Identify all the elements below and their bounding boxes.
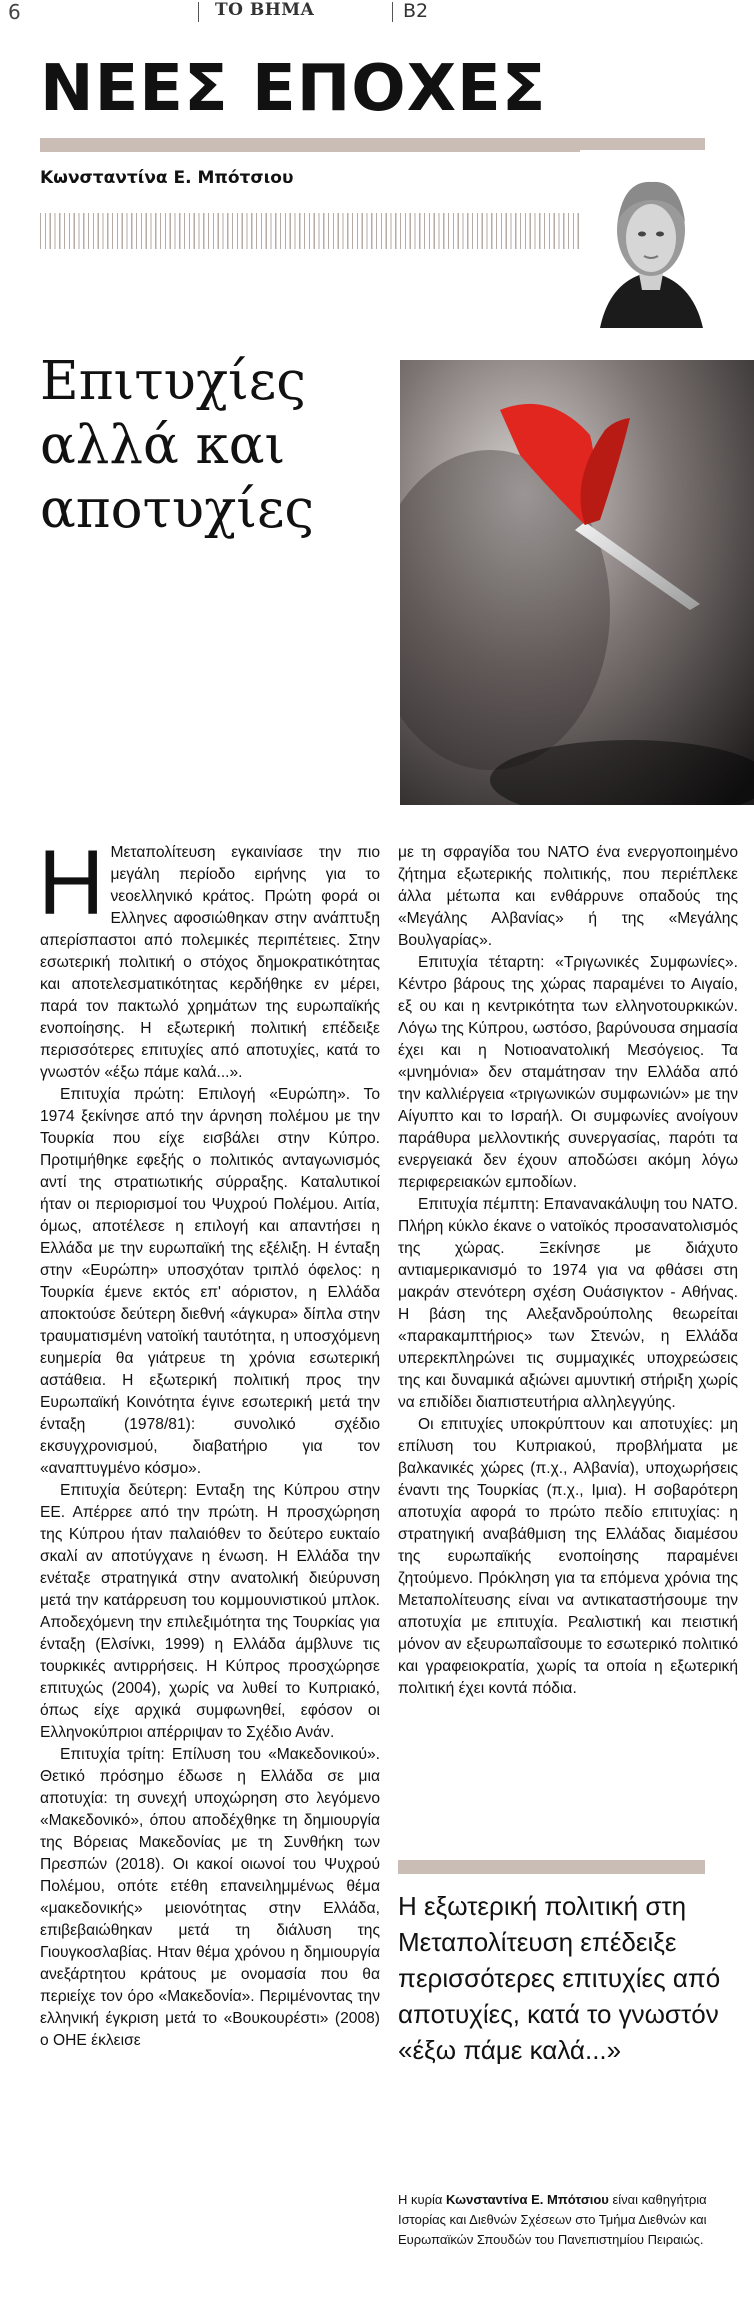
column-title: ΝΕΕΣ ΕΠΟΧΕΣ — [40, 52, 547, 126]
paragraph: με τη σφραγίδα του ΝΑΤΟ ένα ενεργοποιημένο ζήτημα εξωτερικής πολιτικής, που περιέπλεκε άλλα μέτωπα και ενθάρρυνε οπαδούς της «Μεγάλης Αλβανίας» ή της «Μεγάλης Βουλγαρίας». — [398, 844, 738, 949]
paragraph: Οι επιτυχίες υποκρύπτουν και αποτυχίες: μη επίλυση του Κυπριακού, προβλήματα με βαλκανικές χώρες (π.χ., Αλβανία), υποχωρήσεις έναντι της Τουρκίας (π.χ., Ιμια). Η σοβαρότερη αποτυχία αφορά το πρώτο πεδίο επιτυχίας: η στρατηγική αναβάθμιση της Ελλάδας διαμέσου της ευρωπαϊκής ενοποίησης παραμένει ζητούμενο. Πρόκληση για τα επόμενα χρόνια της Μεταπολίτευσης είναι να αντικαταστήσουμε την αποτυχία με επιτυχία. Ρεαλιστική και πειστική μόνον αν εξευρωπαΐσουμε το εσωτερικό πολιτικό και γραφειοκρατία, χωρίς τα οποία η εξωτερική πολιτική έχει κοντά πόδια. — [398, 1416, 738, 1697]
article-photo — [400, 360, 754, 805]
page-header — [0, 0, 754, 26]
article-body-left — [38, 832, 380, 2052]
header-divider — [198, 2, 199, 22]
drop-cap: Η — [38, 832, 105, 934]
article-headline: Επιτυχίες αλλά και αποτυχίες — [40, 351, 315, 540]
author-bio: Η κυρία Κωνσταντίνα Ε. Μπότσιου είναι καθηγήτρια Ιστορίας και Διεθνών Σχέσεων στο Τμήμα Διεθνών και Ευρωπαϊκών Σπουδών του Πανεπιστημίου Πειραιώς. — [398, 2192, 707, 2247]
author-name: Κωνσταντίνα Ε. Μπότσιου — [40, 168, 294, 188]
paragraph: Επιτυχία τέταρτη: «Τριγωνικές Συμφωνίες». Κέντρο βάρους της χώρας παραμένει το Αιγαίο, εξ ου και η κεντρικότητα των ελληνοτουρκικών. Λόγω της Κύπρου, ωστόσο, βαρύνουσα σημασία έχει και η Νοτιοανατολική Μεσόγειος. Τα «μνημόνια» δεν σταμάτησαν την Ελλάδα από την καλλιέργεια «τριγωνικών συμφωνιών» με την Αίγυπτο και το Ισραήλ. Οι συμφωνίες ανοίγουν παράθυρα μελλοντικής συνεργασίας, παρότι τα ενεργειακά δεν έχουν αποδώσει ακόμη λόγω περιφερειακών εμποδίων. — [398, 954, 738, 1191]
header-divider — [392, 2, 393, 22]
bio-author-name: Κωνσταντίνα Ε. Μπότσιου — [446, 2192, 609, 2207]
paragraph: Επιτυχία τρίτη: Επίλυση του «Μακεδονικού». Θετικό πρόσημο έδωσε η Ελλάδα σε μια αποτυχία: τη συνεχή υποχώρηση στο λεγόμενο «Μακεδονικό», όπου αποδέχθηκε τη δημιουργία της Βόρειας Μακεδονίας με τη Συνθήκη των Πρεσπών (2018). Οι κακοί οιωνοί του Ψυχρού Πολέμου, οπότε ετέθη επανειλημμένως θέμα «μακεδονικής» μειονότητας στην Ελλάδα, επιβεβαιώθηκαν μετά τη διάλυση της Γιουγκοσλαβίας. Ηταν θέμα χρόνου η δημιουργία ανεξάρτητου κράτους με ονομασία που θα περιείχε τον όρο «Μακεδονία». Περιμένοντας την ελληνική έγκριση μετά το «Βουκουρέστι» (2008) ο ΟΗΕ έκλεισε — [40, 1746, 380, 2049]
newspaper-name: ΤΟ ΒΗΜΑ — [215, 0, 315, 20]
paragraph: Επιτυχία δεύτερη: Ενταξη της Κύπρου στην ΕΕ. Απέρρεε από την πρώτη. Η προσχώρηση της Κύπρου ήταν παλαιόθεν το δεύτερο ευκταίο σκαλί αν αποτύγχανε η ένωση. Η Ελλάδα την ενέταξε στρατηγικά στην ανατολική διεύρυνση μετά την κατάρρευση του κομμουνιστικού μπλοκ. Αποδεχόμενη την επιλεξιμότητα της Τουρκίας για ένταξη (Ελσίνκι, 1999) η Ελλάδα άμβλυνε τις τουρκικές αντιρρήσεις. Η Κύπρος προσχώρησε επιτυχώς (2004), χωρίς να λυθεί το Κυπριακό, όπως είχε αρχικά συμφωνηθεί, εφόσον οι Ελληνοκύπριοι απέρριψαν το Σχέδιο Ανάν. — [40, 1482, 380, 1741]
paragraph: Επιτυχία πρώτη: Επιλογή «Ευρώπη». Το 1974 ξεκίνησε από την άρνηση πολέμου με την Τουρκία που είχε εισβάλει στην Κύπρο. Προτιμήθηκε εφεξής ο πολιτικός ανταγωνισμός αντί της στρατιωτικής σύρραξης. Καταλυτικοί ήταν οι περιορισμοί του Ψυχρού Πολέμου. Αιτία, όμως, αποτέλεσε η επιλογή και απαντήσει η Ελλάδα με την ευρωπαϊκή της εξέλιξη. Η ένταξη στην «Ευρώπη» υποσχόταν τριπλό όφελος: η Τουρκία έμενε εκτός επ' αόριστον, η Ελλάδα αποκτούσε δεύτερη διεθνή «άγκυρα» δίπλα στην τραυματισμένη νατοϊκή ταυτότητα, η υποσχόμενη ευημερία θα γιάτρευε τη χρόνια εσωτερική αστάθεια. Η εξωτερική πολιτική προς την Ευρωπαϊκή Κοινότητα έγινε εσωτερική μετά την ένταξη (1978/81): συνολικό σχέδιο εκσυγχρονισμού, διαβατήριο για τον «αναπτυγμένο κόσμο». — [40, 1086, 380, 1477]
pullquote-bar — [398, 1860, 705, 1874]
paragraph: Επιτυχία πέμπτη: Επανανακάλυψη του ΝΑΤΟ. Πλήρη κύκλο έκανε ο νατοϊκός προσανατολισμός της χώρας. Ξεκίνησε με διάχυτο αντιαμερικανισμό το 1974 για να φθάσει στη μακράν στενότερη σχέση Ουάσιγκτον - Αθήνας. Η βάση της Αλεξανδρούπολης θεωρείται «παρακαμπτήριος» των Στενών, η Ελλάδα υπερεκπληρώνει τις συμμαχικές υποχρεώσεις της και δυναμικά αξιώνει αμυντική στήριξη χωρίς να επιδίδει διαπιστευτήρια αλληλεγγύης. — [398, 1196, 738, 1411]
pull-quote: Η εξωτερική πολιτική στη Μεταπολίτευση επέδειξε περισσότερες επιτυχίες από αποτυχίες, κατά το γνωστόν «έξω πάμε καλά...» — [398, 1891, 721, 2065]
article-body-right — [398, 842, 738, 1700]
page-number: 6 — [8, 0, 21, 24]
author-portrait — [580, 150, 723, 328]
paragraph: Η Μεταπολίτευση εγκαινίασε την πιο μεγάλη περίοδο ειρήνης για το νεοελληνικό κράτος. Πρώτη φορά οι Ελληνες αφοσιώθηκαν στην ανάπτυξη απερίσπαστοι από πολεμικές περιπέτειες. Στην εσωτερική πολιτική ο στόχος δημοκρατικότητας και αποτελεσματικότητας κερδήθηκε εν μέρει, παρά τον πακτωλό χρημάτων της ευρωπαϊκής ενοποίησης. Η εξωτερική πολιτική επέδειξε περισσότερες επιτυχίες από αποτυχίες, κατά το γνωστόν «έξω πάμε καλά...». — [38, 832, 380, 1081]
section-label: Β2 — [403, 0, 429, 22]
